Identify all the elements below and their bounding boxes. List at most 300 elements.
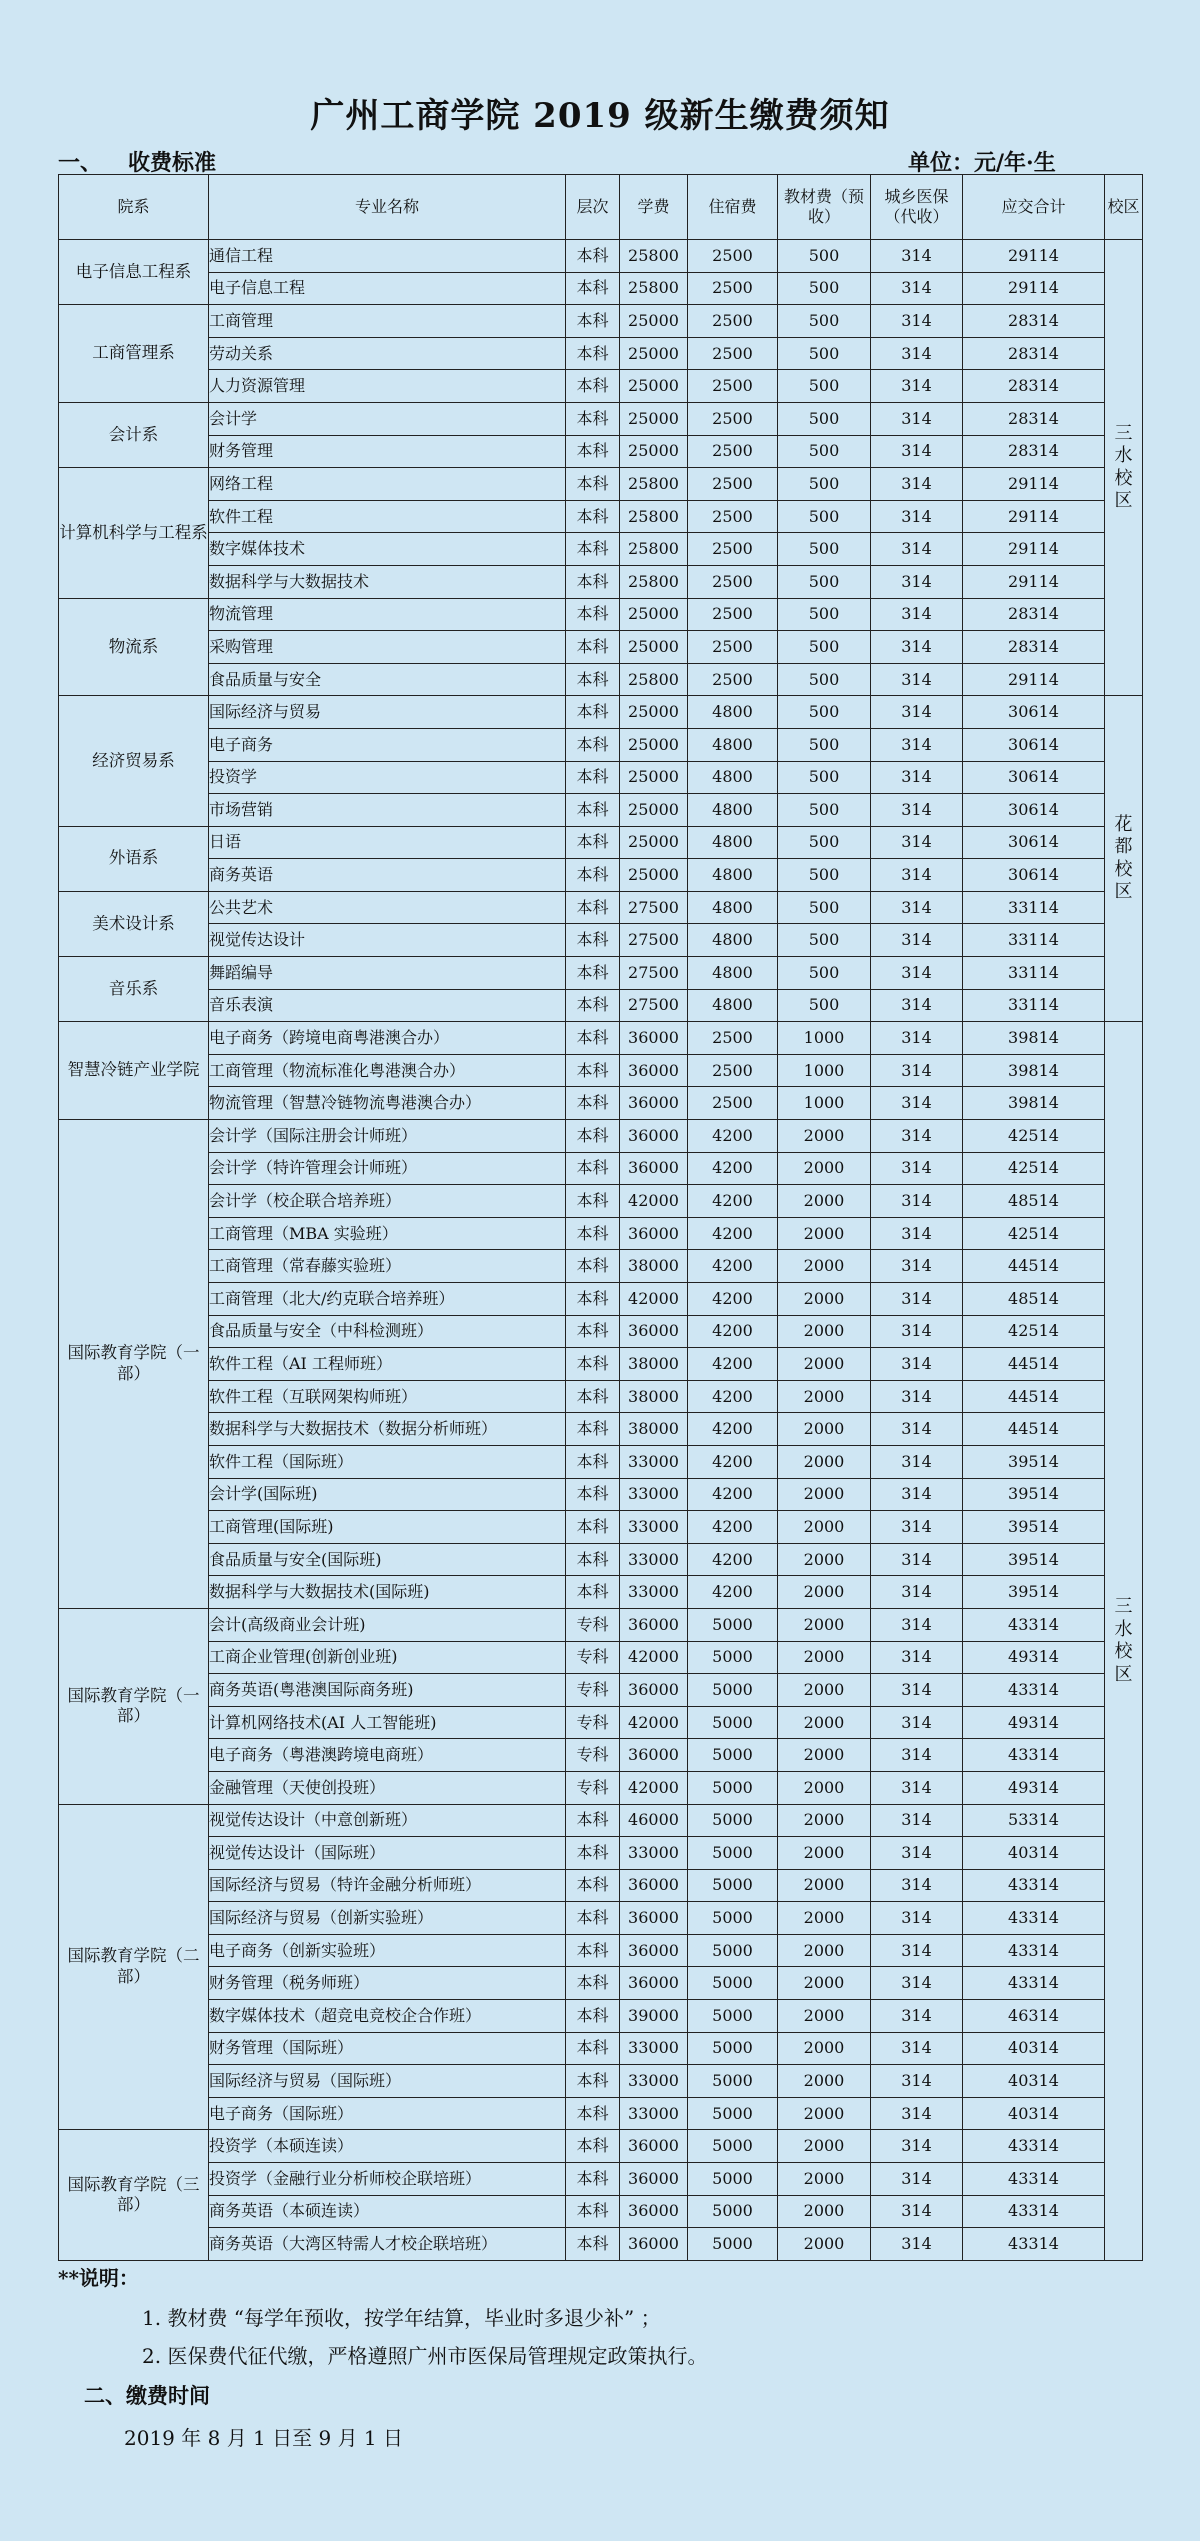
- dept-cell: 国际教育学院（一部）: [59, 1120, 209, 1609]
- dorm-cell: 2500: [688, 565, 778, 598]
- level-cell: 本科: [566, 1185, 620, 1218]
- tuition-cell: 36000: [620, 1315, 688, 1348]
- tuition-cell: 36000: [620, 1608, 688, 1641]
- table-row: [59, 924, 1143, 957]
- insurance-cell: 314: [871, 272, 963, 305]
- major-cell: 商务英语: [209, 859, 566, 892]
- total-cell: 39814: [963, 1054, 1105, 1087]
- total-cell: 43314: [963, 1674, 1105, 1707]
- table-row: [59, 794, 1143, 827]
- tuition-cell: 25000: [620, 370, 688, 403]
- dorm-cell: 5000: [688, 1608, 778, 1641]
- dorm-cell: 5000: [688, 2032, 778, 2065]
- total-cell: 42514: [963, 1315, 1105, 1348]
- header-total: 应交合计: [963, 175, 1105, 240]
- level-cell: 本科: [566, 1413, 620, 1446]
- book-cell: 2000: [778, 2065, 871, 2098]
- total-cell: 43314: [963, 1934, 1105, 1967]
- dorm-cell: 5000: [688, 1869, 778, 1902]
- level-cell: 本科: [566, 1445, 620, 1478]
- dept-cell: 经济贸易系: [59, 696, 209, 826]
- insurance-cell: 314: [871, 1413, 963, 1446]
- book-cell: 500: [778, 728, 871, 761]
- total-cell: 39514: [963, 1445, 1105, 1478]
- total-cell: 39514: [963, 1543, 1105, 1576]
- dorm-cell: 2500: [688, 305, 778, 338]
- dorm-cell: 2500: [688, 500, 778, 533]
- tuition-cell: 25000: [620, 826, 688, 859]
- table-row: [59, 533, 1143, 566]
- total-cell: 40314: [963, 2097, 1105, 2130]
- major-cell: 商务英语（大湾区特需人才校企联培班）: [209, 2228, 566, 2261]
- total-cell: 43314: [963, 1608, 1105, 1641]
- total-cell: 28314: [963, 370, 1105, 403]
- dorm-cell: 4800: [688, 891, 778, 924]
- table-row: [59, 859, 1143, 892]
- tuition-cell: 27500: [620, 989, 688, 1022]
- dorm-cell: 5000: [688, 1641, 778, 1674]
- book-cell: 2000: [778, 1283, 871, 1316]
- major-cell: 工商企业管理(创新创业班): [209, 1641, 566, 1674]
- book-cell: 2000: [778, 1543, 871, 1576]
- tuition-cell: 25800: [620, 565, 688, 598]
- total-cell: 33114: [963, 891, 1105, 924]
- book-cell: 500: [778, 826, 871, 859]
- insurance-cell: 314: [871, 728, 963, 761]
- header-dept: 院系: [59, 175, 209, 240]
- level-cell: 本科: [566, 1478, 620, 1511]
- table-row: [59, 1054, 1143, 1087]
- tuition-cell: 25800: [620, 500, 688, 533]
- insurance-cell: 314: [871, 1804, 963, 1837]
- book-cell: 500: [778, 761, 871, 794]
- insurance-cell: 314: [871, 1674, 963, 1707]
- insurance-cell: 314: [871, 1641, 963, 1674]
- dorm-cell: 4800: [688, 826, 778, 859]
- tuition-cell: 27500: [620, 891, 688, 924]
- dept-cell: 国际教育学院（二部）: [59, 1804, 209, 2130]
- table-row: [59, 1022, 1143, 1055]
- level-cell: 本科: [566, 500, 620, 533]
- insurance-cell: 314: [871, 1576, 963, 1609]
- level-cell: 专科: [566, 1706, 620, 1739]
- dorm-cell: 2500: [688, 533, 778, 566]
- dorm-cell: 5000: [688, 1674, 778, 1707]
- tuition-cell: 42000: [620, 1771, 688, 1804]
- major-cell: 食品质量与安全: [209, 663, 566, 696]
- dept-cell: 音乐系: [59, 957, 209, 1022]
- book-cell: 500: [778, 989, 871, 1022]
- level-cell: 本科: [566, 1869, 620, 1902]
- table-row: [59, 1641, 1143, 1674]
- tuition-cell: 25800: [620, 533, 688, 566]
- dorm-cell: 4200: [688, 1576, 778, 1609]
- total-cell: 43314: [963, 2130, 1105, 2163]
- table-row: [59, 1674, 1143, 1707]
- dorm-cell: 2500: [688, 370, 778, 403]
- level-cell: 本科: [566, 305, 620, 338]
- major-cell: 国际经济与贸易: [209, 696, 566, 729]
- level-cell: 本科: [566, 794, 620, 827]
- major-cell: 软件工程（互联网架构师班）: [209, 1380, 566, 1413]
- insurance-cell: 314: [871, 1478, 963, 1511]
- book-cell: 2000: [778, 1478, 871, 1511]
- dorm-cell: 4200: [688, 1217, 778, 1250]
- insurance-cell: 314: [871, 598, 963, 631]
- dorm-cell: 4200: [688, 1380, 778, 1413]
- major-cell: 视觉传达设计（中意创新班）: [209, 1804, 566, 1837]
- tuition-cell: 42000: [620, 1283, 688, 1316]
- tuition-cell: 25000: [620, 402, 688, 435]
- book-cell: 500: [778, 565, 871, 598]
- total-cell: 39514: [963, 1511, 1105, 1544]
- level-cell: 本科: [566, 2097, 620, 2130]
- total-cell: 42514: [963, 1217, 1105, 1250]
- total-cell: 39814: [963, 1022, 1105, 1055]
- major-cell: 投资学: [209, 761, 566, 794]
- total-cell: 33114: [963, 924, 1105, 957]
- table-row: [59, 1380, 1143, 1413]
- insurance-cell: 314: [871, 370, 963, 403]
- total-cell: 39814: [963, 1087, 1105, 1120]
- major-cell: 工商管理（北大/约克联合培养班）: [209, 1283, 566, 1316]
- tuition-cell: 25000: [620, 435, 688, 468]
- dept-cell: 会计系: [59, 402, 209, 467]
- note-2: 2. 医保费代征代缴，严格遵照广州市医保局管理规定政策执行。: [142, 2344, 708, 2368]
- tuition-cell: 36000: [620, 1054, 688, 1087]
- level-cell: 本科: [566, 1804, 620, 1837]
- major-cell: 工商管理（物流标准化粤港澳合办）: [209, 1054, 566, 1087]
- tuition-cell: 38000: [620, 1413, 688, 1446]
- major-cell: 工商管理（常春藤实验班）: [209, 1250, 566, 1283]
- level-cell: 本科: [566, 435, 620, 468]
- tuition-cell: 36000: [620, 1674, 688, 1707]
- level-cell: 本科: [566, 1902, 620, 1935]
- book-cell: 500: [778, 402, 871, 435]
- book-cell: 1000: [778, 1054, 871, 1087]
- level-cell: 本科: [566, 1348, 620, 1381]
- campus-cell: [1105, 1022, 1143, 2261]
- major-cell: 软件工程（国际班）: [209, 1445, 566, 1478]
- table-row: [59, 305, 1143, 338]
- insurance-cell: 314: [871, 1185, 963, 1218]
- total-cell: 30614: [963, 761, 1105, 794]
- table-row: [59, 1315, 1143, 1348]
- tuition-cell: 36000: [620, 2163, 688, 2196]
- dorm-cell: 2500: [688, 631, 778, 664]
- tuition-cell: 25800: [620, 663, 688, 696]
- dorm-cell: 5000: [688, 1837, 778, 1870]
- major-cell: 食品质量与安全（中科检测班）: [209, 1315, 566, 1348]
- book-cell: 2000: [778, 1739, 871, 1772]
- book-cell: 2000: [778, 2228, 871, 2261]
- dept-cell: 国际教育学院（三部）: [59, 2130, 209, 2260]
- tuition-cell: 25000: [620, 859, 688, 892]
- total-cell: 44514: [963, 1348, 1105, 1381]
- insurance-cell: 314: [871, 1250, 963, 1283]
- insurance-cell: 314: [871, 1543, 963, 1576]
- total-cell: 43314: [963, 1739, 1105, 1772]
- dorm-cell: 4200: [688, 1511, 778, 1544]
- major-cell: 会计(高级商业会计班): [209, 1608, 566, 1641]
- dorm-cell: 5000: [688, 2130, 778, 2163]
- major-cell: 视觉传达设计: [209, 924, 566, 957]
- book-cell: 500: [778, 337, 871, 370]
- major-cell: 音乐表演: [209, 989, 566, 1022]
- table-header-row: [59, 175, 1143, 240]
- major-cell: 会计学(国际班): [209, 1478, 566, 1511]
- level-cell: 本科: [566, 1576, 620, 1609]
- insurance-cell: 314: [871, 696, 963, 729]
- major-cell: 财务管理（税务师班）: [209, 1967, 566, 2000]
- major-cell: 网络工程: [209, 468, 566, 501]
- insurance-cell: 314: [871, 1967, 963, 2000]
- major-cell: 软件工程: [209, 500, 566, 533]
- table-row: [59, 1120, 1143, 1153]
- table-row: [59, 468, 1143, 501]
- dorm-cell: 2500: [688, 1087, 778, 1120]
- insurance-cell: 314: [871, 240, 963, 273]
- total-cell: 46314: [963, 2000, 1105, 2033]
- book-cell: 1000: [778, 1022, 871, 1055]
- level-cell: 本科: [566, 272, 620, 305]
- level-cell: 本科: [566, 728, 620, 761]
- dorm-cell: 5000: [688, 2000, 778, 2033]
- campus-label: 三水校区: [1114, 422, 1133, 512]
- book-cell: 2000: [778, 1674, 871, 1707]
- table-row: [59, 1608, 1143, 1641]
- book-cell: 2000: [778, 1869, 871, 1902]
- insurance-cell: 314: [871, 2032, 963, 2065]
- major-cell: 物流管理: [209, 598, 566, 631]
- major-cell: 采购管理: [209, 631, 566, 664]
- level-cell: 本科: [566, 2195, 620, 2228]
- insurance-cell: 314: [871, 1120, 963, 1153]
- tuition-cell: 33000: [620, 2065, 688, 2098]
- total-cell: 44514: [963, 1250, 1105, 1283]
- insurance-cell: 314: [871, 1739, 963, 1772]
- insurance-cell: 314: [871, 794, 963, 827]
- total-cell: 30614: [963, 728, 1105, 761]
- table-row: [59, 1445, 1143, 1478]
- total-cell: 30614: [963, 696, 1105, 729]
- level-cell: 本科: [566, 2228, 620, 2261]
- dorm-cell: 4200: [688, 1283, 778, 1316]
- major-cell: 会计学（校企联合培养班）: [209, 1185, 566, 1218]
- insurance-cell: 314: [871, 663, 963, 696]
- table-row: [59, 1576, 1143, 1609]
- level-cell: 本科: [566, 337, 620, 370]
- tuition-cell: 25000: [620, 728, 688, 761]
- book-cell: 500: [778, 240, 871, 273]
- dept-cell: 电子信息工程系: [59, 240, 209, 305]
- book-cell: 2000: [778, 2195, 871, 2228]
- dorm-cell: 5000: [688, 2195, 778, 2228]
- insurance-cell: 314: [871, 1022, 963, 1055]
- table-row: [59, 1837, 1143, 1870]
- major-cell: 软件工程（AI 工程师班）: [209, 1348, 566, 1381]
- total-cell: 43314: [963, 2228, 1105, 2261]
- book-cell: 500: [778, 468, 871, 501]
- major-cell: 舞蹈编导: [209, 957, 566, 990]
- major-cell: 数据科学与大数据技术(国际班): [209, 1576, 566, 1609]
- table-row: [59, 1250, 1143, 1283]
- total-cell: 29114: [963, 533, 1105, 566]
- note-1: 1. 教材费 “每学年预收，按学年结算，毕业时多退少补” ；: [142, 2306, 661, 2330]
- total-cell: 49314: [963, 1706, 1105, 1739]
- tuition-cell: 25000: [620, 761, 688, 794]
- table-row: [59, 1087, 1143, 1120]
- dorm-cell: 5000: [688, 1771, 778, 1804]
- insurance-cell: 314: [871, 859, 963, 892]
- insurance-cell: 314: [871, 2000, 963, 2033]
- table-row: [59, 663, 1143, 696]
- book-cell: 2000: [778, 1185, 871, 1218]
- major-cell: 计算机网络技术(AI 人工智能班): [209, 1706, 566, 1739]
- book-cell: 500: [778, 500, 871, 533]
- tuition-cell: 36000: [620, 1217, 688, 1250]
- insurance-cell: 314: [871, 1283, 963, 1316]
- level-cell: 本科: [566, 1054, 620, 1087]
- table-row: [59, 2032, 1143, 2065]
- total-cell: 42514: [963, 1120, 1105, 1153]
- dorm-cell: 2500: [688, 435, 778, 468]
- book-cell: 2000: [778, 1967, 871, 2000]
- total-cell: 43314: [963, 2195, 1105, 2228]
- major-cell: 通信工程: [209, 240, 566, 273]
- level-cell: 本科: [566, 2163, 620, 2196]
- total-cell: 43314: [963, 1967, 1105, 2000]
- level-cell: 本科: [566, 1543, 620, 1576]
- table-row: [59, 1869, 1143, 1902]
- insurance-cell: 314: [871, 565, 963, 598]
- book-cell: 500: [778, 435, 871, 468]
- total-cell: 40314: [963, 2065, 1105, 2098]
- table-row: [59, 370, 1143, 403]
- total-cell: 44514: [963, 1413, 1105, 1446]
- tuition-cell: 25000: [620, 337, 688, 370]
- level-cell: 本科: [566, 2065, 620, 2098]
- level-cell: 本科: [566, 468, 620, 501]
- tuition-cell: 33000: [620, 1543, 688, 1576]
- major-cell: 数据科学与大数据技术（数据分析师班）: [209, 1413, 566, 1446]
- insurance-cell: 314: [871, 1706, 963, 1739]
- level-cell: 本科: [566, 1283, 620, 1316]
- book-cell: 2000: [778, 1445, 871, 1478]
- level-cell: 本科: [566, 891, 620, 924]
- tuition-cell: 25800: [620, 240, 688, 273]
- header-insurance: 城乡医保（代收）: [871, 175, 963, 240]
- table-row: [59, 1283, 1143, 1316]
- dorm-cell: 4200: [688, 1120, 778, 1153]
- major-cell: 国际经济与贸易（特许金融分析师班）: [209, 1869, 566, 1902]
- table-row: [59, 240, 1143, 273]
- level-cell: 本科: [566, 663, 620, 696]
- header-major: 专业名称: [209, 175, 566, 240]
- level-cell: 本科: [566, 565, 620, 598]
- total-cell: 30614: [963, 826, 1105, 859]
- page-title: 广州工商学院 2019 级新生缴费须知: [310, 96, 890, 136]
- table-row: [59, 891, 1143, 924]
- campus-cell: [1105, 696, 1143, 1022]
- total-cell: 49314: [963, 1771, 1105, 1804]
- book-cell: 2000: [778, 2097, 871, 2130]
- book-cell: 2000: [778, 1804, 871, 1837]
- total-cell: 53314: [963, 1804, 1105, 1837]
- major-cell: 劳动关系: [209, 337, 566, 370]
- major-cell: 数据科学与大数据技术: [209, 565, 566, 598]
- tuition-cell: 33000: [620, 2097, 688, 2130]
- level-cell: 本科: [566, 2032, 620, 2065]
- book-cell: 2000: [778, 1706, 871, 1739]
- dorm-cell: 4800: [688, 794, 778, 827]
- level-cell: 专科: [566, 1739, 620, 1772]
- insurance-cell: 314: [871, 1380, 963, 1413]
- book-cell: 500: [778, 663, 871, 696]
- book-cell: 2000: [778, 1771, 871, 1804]
- book-cell: 500: [778, 957, 871, 990]
- tuition-cell: 36000: [620, 2228, 688, 2261]
- tuition-cell: 42000: [620, 1641, 688, 1674]
- level-cell: 本科: [566, 1934, 620, 1967]
- insurance-cell: 314: [871, 500, 963, 533]
- table-row: [59, 565, 1143, 598]
- tuition-cell: 46000: [620, 1804, 688, 1837]
- insurance-cell: 314: [871, 1217, 963, 1250]
- level-cell: 本科: [566, 1152, 620, 1185]
- tuition-cell: 39000: [620, 2000, 688, 2033]
- table-row: [59, 728, 1143, 761]
- level-cell: 本科: [566, 924, 620, 957]
- total-cell: 33114: [963, 989, 1105, 1022]
- insurance-cell: 314: [871, 1348, 963, 1381]
- major-cell: 数字媒体技术: [209, 533, 566, 566]
- table-row: [59, 1771, 1143, 1804]
- table-row: [59, 2097, 1143, 2130]
- dorm-cell: 4200: [688, 1478, 778, 1511]
- tuition-cell: 36000: [620, 1869, 688, 1902]
- insurance-cell: 314: [871, 826, 963, 859]
- book-cell: 500: [778, 696, 871, 729]
- table-row: [59, 1152, 1143, 1185]
- insurance-cell: 314: [871, 2195, 963, 2228]
- dorm-cell: 4800: [688, 859, 778, 892]
- table-row: [59, 598, 1143, 631]
- book-cell: 500: [778, 924, 871, 957]
- insurance-cell: 314: [871, 1869, 963, 1902]
- notes-title: **说明：: [58, 2266, 139, 2290]
- total-cell: 43314: [963, 1902, 1105, 1935]
- book-cell: 500: [778, 305, 871, 338]
- insurance-cell: 314: [871, 891, 963, 924]
- tuition-cell: 36000: [620, 1967, 688, 2000]
- level-cell: 本科: [566, 989, 620, 1022]
- dorm-cell: 4800: [688, 924, 778, 957]
- dorm-cell: 4800: [688, 696, 778, 729]
- dorm-cell: 2500: [688, 272, 778, 305]
- total-cell: 33114: [963, 957, 1105, 990]
- dorm-cell: 5000: [688, 2065, 778, 2098]
- dept-cell: 外语系: [59, 826, 209, 891]
- book-cell: 2000: [778, 1837, 871, 1870]
- tuition-cell: 25000: [620, 598, 688, 631]
- book-cell: 2000: [778, 1511, 871, 1544]
- dorm-cell: 4200: [688, 1315, 778, 1348]
- tuition-cell: 33000: [620, 1478, 688, 1511]
- level-cell: 本科: [566, 1380, 620, 1413]
- major-cell: 电子商务（跨境电商粤港澳合办）: [209, 1022, 566, 1055]
- campus-cell: [1105, 240, 1143, 696]
